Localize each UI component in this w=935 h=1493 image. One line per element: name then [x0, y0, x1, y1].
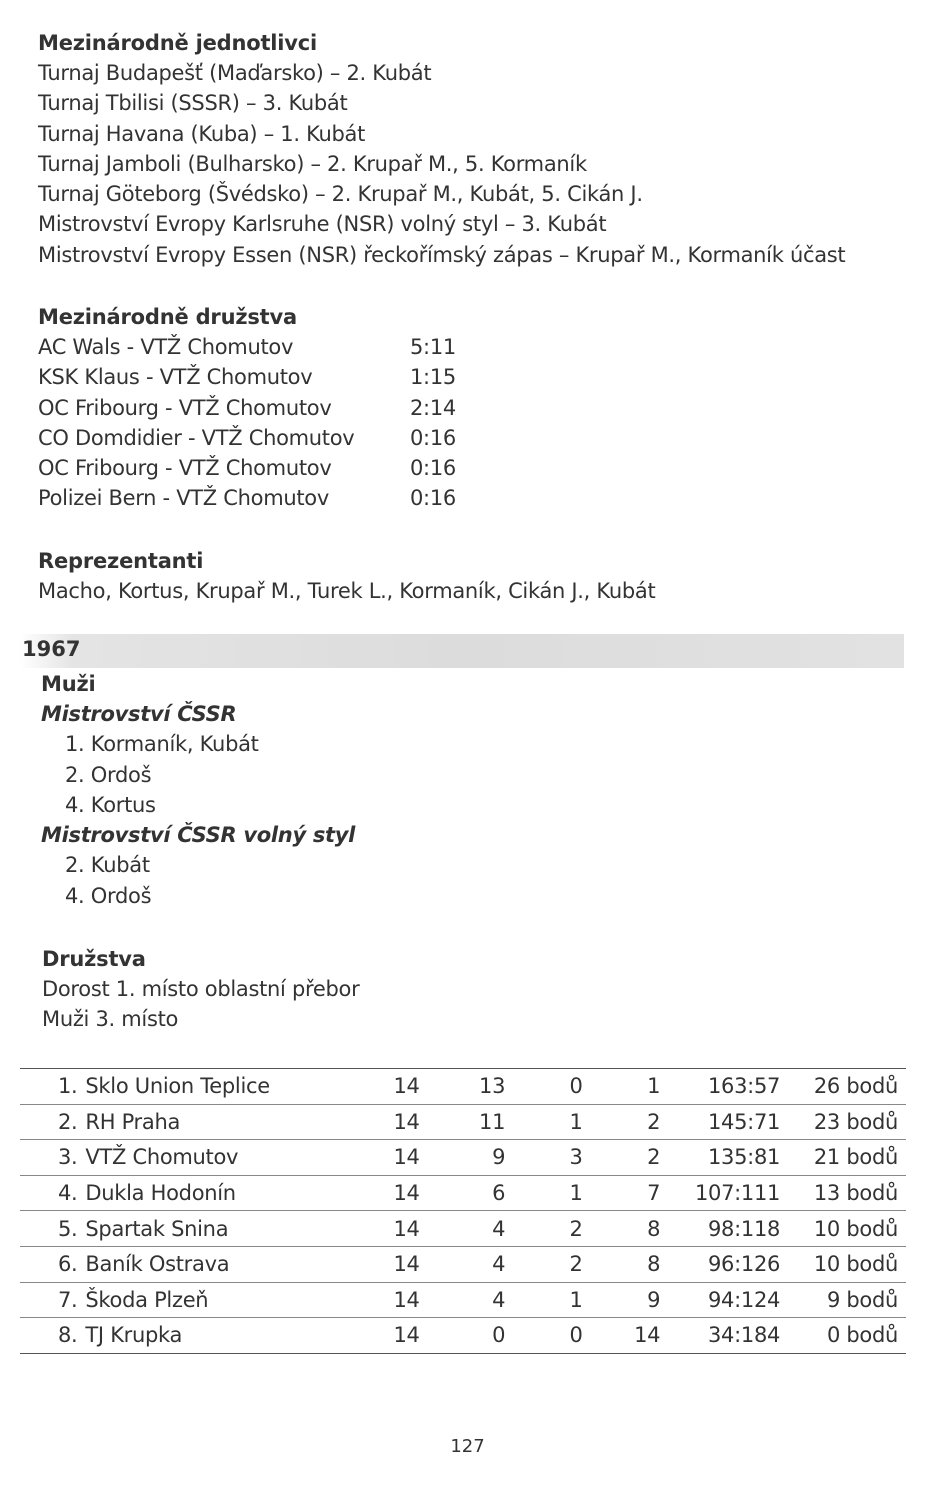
- team-name-cell: Baník Ostrava: [85, 1246, 393, 1282]
- draws-cell: 1: [533, 1104, 610, 1140]
- losses-cell: 14: [634, 1323, 661, 1348]
- match-name: Polizei Bern - VTŽ Chomutov: [38, 486, 329, 511]
- points-cell: 13 bodů: [804, 1175, 906, 1211]
- table-row: [20, 1140, 906, 1176]
- wins-cell: 4: [448, 1282, 534, 1318]
- result-line: 2. Ordoš: [65, 762, 152, 787]
- result-line: 4. Ordoš: [65, 883, 152, 908]
- wins-cell: 0: [492, 1323, 506, 1348]
- rank-cell: 3.: [20, 1140, 85, 1176]
- match-score: 0:16: [410, 425, 456, 450]
- wins-cell: 9: [448, 1140, 534, 1176]
- match-score: 0:16: [410, 486, 456, 511]
- section-heading: Družstva: [42, 947, 146, 971]
- result-line: Turnaj Jamboli (Bulharsko) – 2. Krupař M., 5. Kormaník: [38, 151, 587, 176]
- match-row: [38, 362, 558, 392]
- draws-cell: 2: [533, 1246, 610, 1282]
- table-row: [20, 1104, 906, 1140]
- representatives-section: [38, 546, 655, 606]
- teams-section: [42, 944, 359, 1035]
- draws-cell: 0: [533, 1069, 610, 1105]
- points-cell: 10 bodů: [804, 1246, 906, 1282]
- table-row: [20, 1175, 906, 1211]
- match-row: [38, 423, 558, 453]
- team-name-cell: TJ Krupka: [85, 1323, 183, 1348]
- score-cell: 98:118: [688, 1211, 804, 1247]
- draws-cell: 3: [533, 1140, 610, 1176]
- draws-cell: 2: [533, 1211, 610, 1247]
- score-cell: 145:71: [688, 1104, 804, 1140]
- rank-cell: 2.: [20, 1104, 85, 1140]
- losses-cell: 7: [611, 1175, 689, 1211]
- matches-cell: 14: [394, 1140, 448, 1176]
- score-cell: 94:124: [688, 1282, 804, 1318]
- team-name-cell: Sklo Union Teplice: [85, 1069, 393, 1105]
- points-cell: 26 bodů: [804, 1069, 906, 1105]
- wins-cell: 13: [448, 1069, 534, 1105]
- section-heading: Muži: [41, 672, 96, 696]
- wins-cell: 11: [448, 1104, 534, 1140]
- wins-cell: 4: [448, 1211, 534, 1247]
- match-score: 1:15: [410, 365, 456, 390]
- rank-cell: 5.: [20, 1211, 85, 1247]
- matches-cell: 14: [393, 1323, 420, 1348]
- intl-individuals-section: [38, 28, 845, 270]
- championship-heading: Mistrovství ČSSR volný styl: [41, 823, 356, 848]
- team-name-cell: Spartak Snina: [85, 1211, 393, 1247]
- table-row: [20, 1282, 906, 1318]
- result-line: Turnaj Tbilisi (SSSR) – 3. Kubát: [38, 91, 348, 116]
- result-line: Mistrovství Evropy Essen (NSR) řeckořímský zápas – Krupař M., Kormaník účast: [38, 242, 846, 267]
- wins-cell: 6: [448, 1175, 534, 1211]
- team-name-cell: RH Praha: [85, 1104, 393, 1140]
- result-line: 1. Kormaník, Kubát: [65, 732, 259, 757]
- draws-cell: 0: [569, 1323, 583, 1348]
- draws-cell: 1: [533, 1175, 610, 1211]
- points-cell: 10 bodů: [804, 1211, 906, 1247]
- match-score: 5:11: [410, 335, 456, 359]
- result-line: Turnaj Göteborg (Švédsko) – 2. Krupař M., Kubát, 5. Cikán J.: [38, 182, 643, 207]
- wins-cell: 4: [448, 1246, 534, 1282]
- match-score: 0:16: [410, 456, 456, 481]
- section-heading: Mezinárodně družstva: [38, 305, 297, 329]
- match-name: OC Fribourg - VTŽ Chomutov: [38, 456, 332, 481]
- match-name: OC Fribourg - VTŽ Chomutov: [38, 395, 332, 420]
- points-cell: 9 bodů: [804, 1282, 906, 1318]
- matches-cell: 14: [394, 1069, 448, 1105]
- team-result-line: Muži 3. místo: [42, 1007, 179, 1032]
- team-result-line: Dorost 1. místo oblastní přebor: [42, 977, 360, 1001]
- rank-cell: 6.: [20, 1246, 85, 1282]
- points-cell: 0 bodů: [826, 1323, 898, 1348]
- year-label: 1967: [22, 637, 81, 661]
- men-section: [41, 669, 355, 911]
- score-cell: 96:126: [688, 1246, 804, 1282]
- result-line: Mistrovství Evropy Karlsruhe (NSR) volný styl – 3. Kubát: [38, 212, 607, 237]
- result-line: 4. Kortus: [65, 792, 156, 817]
- losses-cell: 8: [611, 1211, 689, 1247]
- section-heading: Mezinárodně jednotlivci: [38, 31, 318, 55]
- losses-cell: 8: [611, 1246, 689, 1282]
- rank-cell: 1.: [20, 1069, 85, 1105]
- championship-heading: Mistrovství ČSSR: [41, 702, 237, 726]
- losses-cell: 2: [611, 1140, 689, 1176]
- year-banner: [20, 634, 904, 668]
- result-line: Turnaj Budapešť (Maďarsko) – 2. Kubát: [38, 61, 432, 85]
- match-score: 2:14: [410, 395, 456, 420]
- losses-cell: 1: [611, 1069, 689, 1105]
- score-cell: 34:184: [708, 1323, 781, 1348]
- match-name: AC Wals - VTŽ Chomutov: [38, 335, 294, 359]
- rank-cell: 4.: [20, 1175, 85, 1211]
- draws-cell: 1: [533, 1282, 610, 1318]
- score-cell: 107:111: [688, 1175, 804, 1211]
- match-name: CO Domdidier - VTŽ Chomutov: [38, 425, 355, 450]
- page-number: 127: [450, 1436, 485, 1457]
- result-line: Turnaj Havana (Kuba) – 1. Kubát: [38, 121, 366, 146]
- score-cell: 135:81: [688, 1140, 804, 1176]
- result-line: 2. Kubát: [65, 853, 150, 878]
- match-name: KSK Klaus - VTŽ Chomutov: [38, 365, 313, 390]
- points-cell: 21 bodů: [804, 1140, 906, 1176]
- match-row: [38, 393, 558, 423]
- rank-cell: 7.: [20, 1282, 85, 1318]
- match-row: [38, 483, 558, 513]
- matches-cell: 14: [394, 1211, 448, 1247]
- table-row: [20, 1211, 906, 1247]
- section-heading: Reprezentanti: [38, 549, 204, 573]
- team-name-cell: Škoda Plzeň: [85, 1282, 393, 1318]
- match-row: [38, 332, 558, 362]
- rank-cell: 8.: [57, 1323, 78, 1348]
- matches-cell: 14: [394, 1175, 448, 1211]
- score-cell: 163:57: [688, 1069, 804, 1105]
- matches-cell: 14: [394, 1246, 448, 1282]
- losses-cell: 2: [611, 1104, 689, 1140]
- team-name-cell: VTŽ Chomutov: [85, 1140, 393, 1176]
- intl-teams-section: [38, 302, 558, 514]
- match-row: [38, 453, 558, 483]
- table-row: [20, 1318, 906, 1354]
- losses-cell: 9: [611, 1282, 689, 1318]
- table-row: [20, 1246, 906, 1282]
- points-cell: 23 bodů: [804, 1104, 906, 1140]
- table-row: [20, 1069, 906, 1105]
- matches-cell: 14: [394, 1104, 448, 1140]
- representatives-list: Macho, Kortus, Krupař M., Turek L., Kormaník, Cikán J., Kubát: [38, 579, 656, 603]
- standings-table: [20, 1068, 906, 1354]
- team-name-cell: Dukla Hodonín: [85, 1175, 393, 1211]
- matches-cell: 14: [394, 1282, 448, 1318]
